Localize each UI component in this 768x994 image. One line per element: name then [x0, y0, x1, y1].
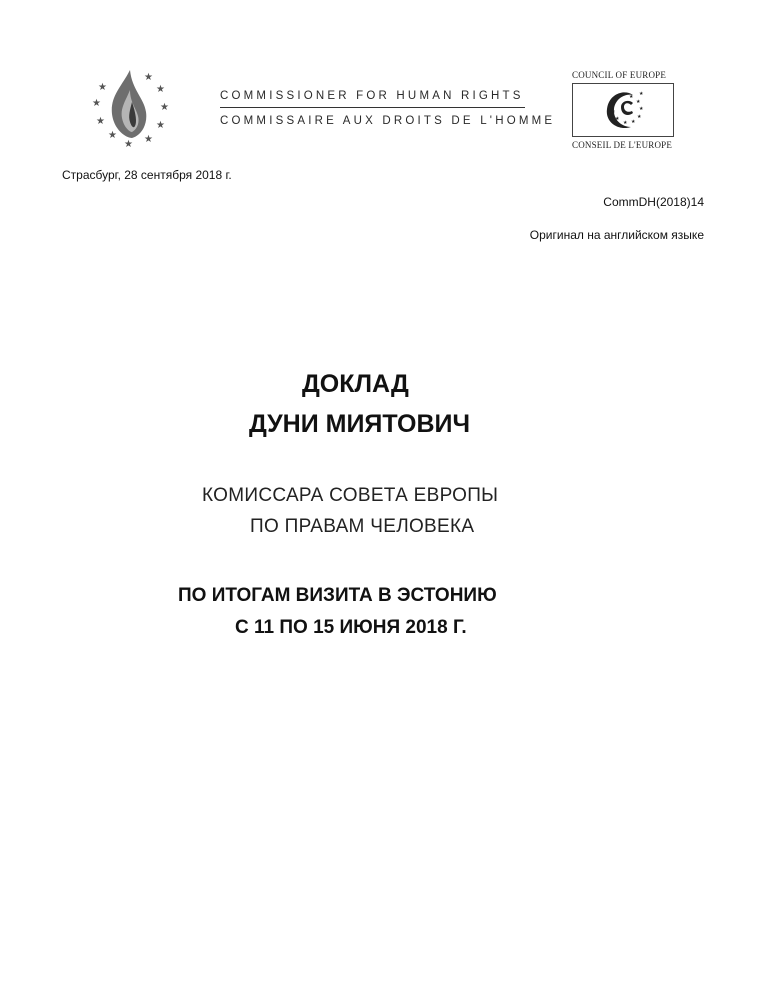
coe-label-fr: CONSEIL DE L'EUROPE — [572, 140, 673, 150]
svg-text:★: ★ — [92, 98, 101, 109]
svg-text:★: ★ — [98, 82, 107, 93]
document-reference: CommDH(2018)14 — [603, 195, 704, 209]
svg-text:★: ★ — [631, 119, 636, 125]
svg-text:★: ★ — [615, 116, 620, 122]
svg-text:★: ★ — [160, 102, 169, 113]
place-and-date: Страсбург, 28 сентября 2018 г. — [62, 168, 232, 182]
report-title-line-2: ДУНИ МИЯТОВИЧ — [249, 410, 471, 438]
svg-text:★: ★ — [636, 99, 641, 105]
svg-text:★: ★ — [156, 84, 165, 95]
coe-emblem-icon — [599, 87, 647, 133]
svg-text:★: ★ — [96, 116, 105, 127]
commissioner-title-fr: COMMISSAIRE AUX DROITS DE L'HOMME — [220, 115, 556, 127]
council-of-europe-logo — [572, 70, 676, 150]
svg-text:★: ★ — [611, 109, 616, 115]
coe-emblem-box — [572, 83, 674, 137]
svg-text:★: ★ — [621, 92, 626, 98]
svg-text:★: ★ — [611, 101, 616, 107]
svg-text:★: ★ — [144, 134, 153, 145]
svg-text:★: ★ — [144, 72, 153, 83]
svg-text:★: ★ — [108, 130, 117, 141]
svg-text:★: ★ — [629, 94, 634, 100]
report-subtitle-line-1: КОМИССАРА СОВЕТА ЕВРОПЫ — [202, 485, 499, 506]
svg-text:★: ★ — [156, 120, 165, 131]
commissioner-title-en: COMMISSIONER FOR HUMAN RIGHTS — [220, 90, 524, 102]
svg-text:★: ★ — [623, 120, 628, 126]
svg-text:★: ★ — [639, 106, 644, 112]
flame-stars-icon — [88, 68, 172, 148]
report-subtitle-line-2: ПО ПРАВАМ ЧЕЛОВЕКА — [250, 516, 475, 537]
svg-text:★: ★ — [614, 95, 619, 101]
visit-line-2: С 11 ПО 15 ИЮНЯ 2018 Г. — [235, 617, 467, 638]
svg-text:★: ★ — [639, 91, 644, 97]
commissioner-heading — [220, 90, 556, 127]
original-language-note: Оригинал на английском языке — [529, 228, 704, 242]
coe-label-en: COUNCIL OF EUROPE — [572, 70, 667, 80]
commissioner-logo — [88, 68, 172, 148]
svg-text:★: ★ — [124, 139, 133, 148]
report-title-line-1: ДОКЛАД — [302, 370, 409, 398]
svg-text:★: ★ — [637, 114, 642, 120]
visit-line-1: ПО ИТОГАМ ВИЗИТА В ЭСТОНИЮ — [178, 585, 497, 606]
header-divider — [220, 107, 525, 108]
